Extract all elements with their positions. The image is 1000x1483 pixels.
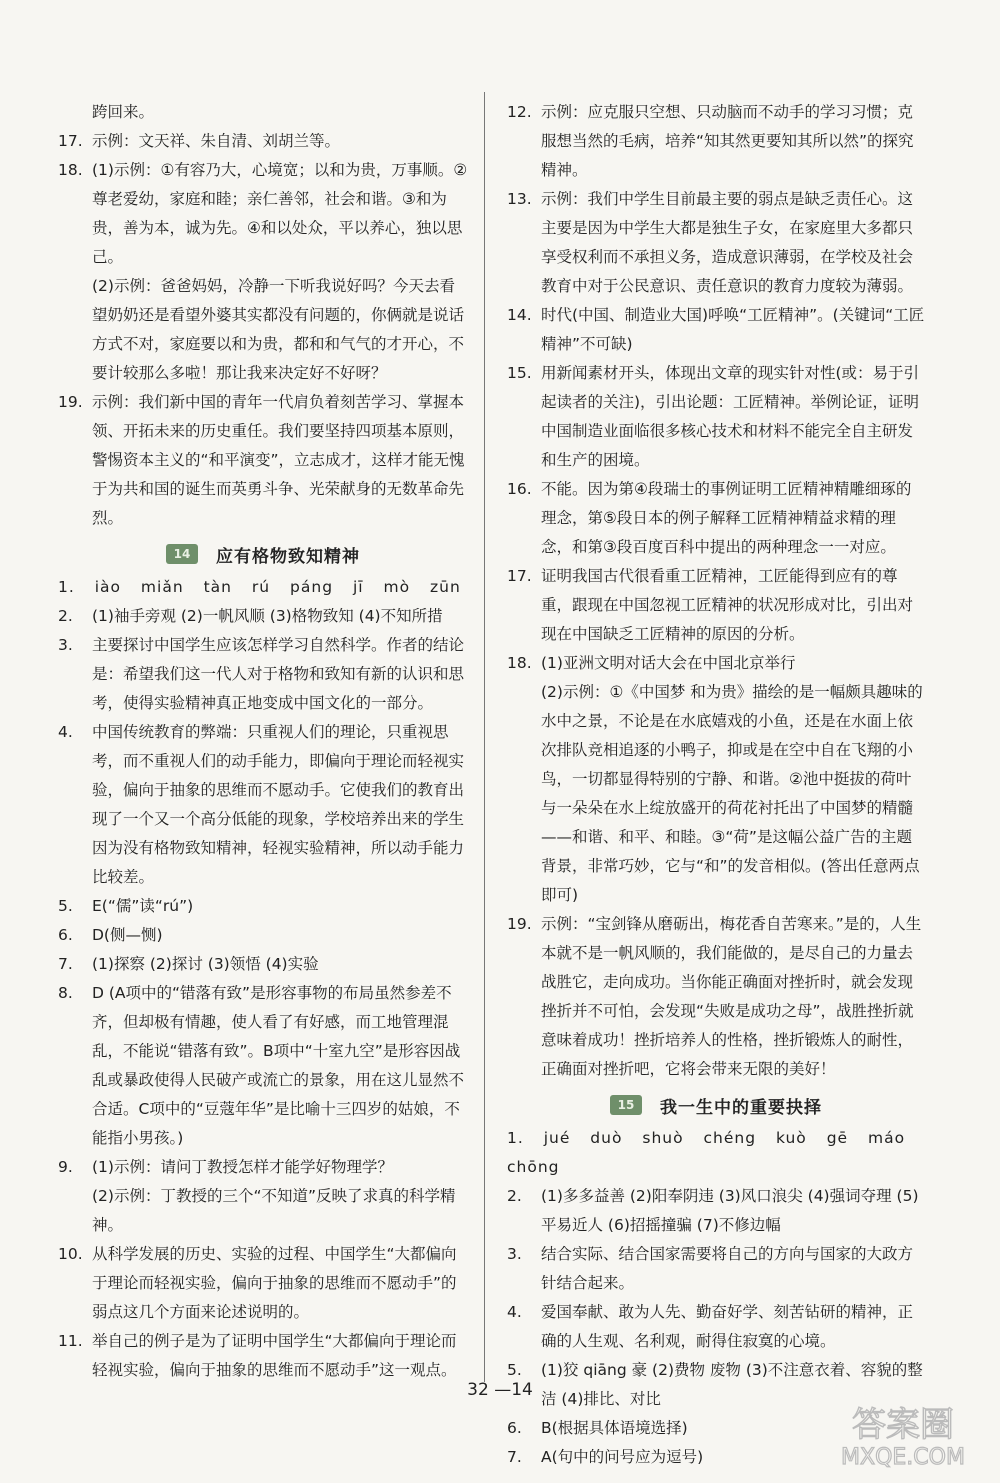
answer-text: (1)狡 qiāng 豪 (2)费物 废物 (3)不注意衣着、容貌的整洁 (4)排比、对比	[541, 1361, 923, 1408]
answer-text: 示例：我们新中国的青年一代肩负着刻苦学习、掌握本领、开拓未来的历史重任。我们要坚持四项基本原则，警惕资本主义的“和平演变”，立志成才，这样才能无愧于为共和国的诞生而英勇斗争、光荣献身的无数革命先烈。	[92, 393, 465, 527]
section-title: 应有格物致知精神	[216, 546, 360, 567]
answer-item	[58, 921, 468, 950]
answer-text: 主要探讨中国学生应该怎样学习自然科学。作者的结论是：希望我们这一代人对于格物和致知有新的认识和思考，使得实验精神真正地变成中国文化的一部分。	[92, 636, 465, 712]
answer-body	[541, 910, 925, 1084]
answer-list	[58, 127, 468, 533]
answer-number: 3.	[507, 1245, 522, 1263]
answer-text: (1)示例：①有容乃大，心境宽；以和为贵，万事顺。②尊老爱幼，家庭和睦；亲仁善邻，社会和谐。③和为贵，善为本，诚为先。④和以处众，平以养心，独以思己。	[92, 161, 468, 266]
answer-item	[507, 649, 925, 910]
answer-number: 18.	[507, 654, 532, 672]
answer-number: 18.	[58, 161, 83, 179]
answer-body	[92, 602, 468, 631]
answer-body	[92, 921, 468, 950]
answer-body	[92, 1153, 468, 1240]
answer-item	[507, 359, 925, 475]
answer-number: 6.	[58, 926, 73, 944]
answer-item	[507, 562, 925, 649]
answer-text: B(根据具体语境选择)	[541, 1419, 688, 1437]
section-number-badge: 15	[610, 1095, 642, 1115]
answer-list	[507, 98, 925, 1084]
answer-body	[92, 950, 468, 979]
answer-body	[541, 1298, 925, 1356]
answer-text: 示例：文天祥、朱自清、刘胡兰等。	[92, 132, 341, 150]
answer-text: 从科学发展的历史、实验的过程、中国学生“大都偏向于理论而轻视实验，偏向于抽象的思维而不愿动手”的弱点这几个方面来论述说明的。	[92, 1245, 457, 1321]
answer-item	[58, 1153, 468, 1240]
answer-body	[541, 475, 925, 562]
answer-item	[507, 1298, 925, 1356]
answer-body	[541, 359, 925, 475]
answer-item	[58, 388, 468, 533]
answer-number: 4.	[58, 723, 73, 741]
answer-item	[507, 910, 925, 1084]
answer-body	[541, 185, 925, 301]
right-column	[507, 98, 925, 1472]
answer-text: (2)示例：丁教授的三个“不知道”反映了求真的科学精神。	[92, 1187, 456, 1234]
watermark-logo	[818, 1398, 988, 1470]
pinyin-answer: 1. iào miǎn tàn rú páng jī mò zūn	[58, 578, 461, 596]
answer-number: 12.	[507, 103, 532, 121]
answer-text: 不能。因为第④段瑞士的事例证明工匠精神精雕细琢的理念，第⑤段日本的例子解释工匠精神精益求精的理念，和第③段百度百科中提出的两种理念一一对应。	[541, 480, 912, 556]
left-column	[58, 98, 468, 1385]
answer-number: 3.	[58, 636, 73, 654]
answer-text: (1)袖手旁观 (2)一帆风顺 (3)格物致知 (4)不知所措	[92, 607, 443, 625]
answer-text: 中国传统教育的弊端：只重视人们的理论，只重视思考，而不重视人们的动手能力，即偏向于理论而轻视实验，偏向于抽象的思维而不愿动手。它使我们的教育出现了一个又一个高分低能的现象，学校培养出来的学生因为没有格物致知精神，轻视实验精神，所以动手能力比较差。	[92, 723, 465, 886]
section-title: 我一生中的重要抉择	[660, 1097, 822, 1118]
answer-text: 示例：“宝剑锋从磨砺出，梅花香自苦寒来。”是的，人生本就不是一帆风顺的，我们能做的，是尽自己的力量去战胜它，走向成功。当你能正确面对挫折时，就会发现挫折并不可怕，会发现“失败是成功之母”，战胜挫折就意味着成功！挫折培养人的性格，挫折锻炼人的耐性，正确面对挫折吧，它将会带来无限的美好！	[541, 915, 922, 1078]
continuation-text: 跨回来。	[92, 103, 155, 121]
answer-text: (1)探察 (2)探讨 (3)领悟 (4)实验	[92, 955, 319, 973]
answer-body	[92, 718, 468, 892]
watermark-text: 答案圈	[852, 1405, 954, 1445]
answer-item	[58, 602, 468, 631]
section-header	[507, 1088, 925, 1122]
answer-text: 结合实际、结合国家需要将自己的方向与国家的大政方针结合起来。	[541, 1245, 914, 1292]
column-divider	[484, 92, 485, 1382]
answer-item	[507, 1182, 925, 1240]
answer-item	[58, 950, 468, 979]
answer-item	[507, 98, 925, 185]
section-header	[58, 537, 468, 571]
answer-text: A(句中的问号应为逗号)	[541, 1448, 704, 1466]
answer-number: 8.	[58, 984, 73, 1002]
answer-item	[507, 185, 925, 301]
watermark-url: MXQE.COM	[841, 1445, 965, 1470]
answer-text: (2)示例：①《中国梦 和为贵》描绘的是一幅颇具趣味的水中之景，不论是在水底嬉戏的小鱼，还是在水面上依次排队竞相追逐的小鸭子，抑或是在空中自在飞翔的小鸟，一切都显得特别的宁静、和谐。②池中挺拔的荷叶与一朵朵在水上绽放盛开的荷花衬托出了中国梦的精髓——和谐、和平、和睦。③“荷”是这幅公益广告的主题背景，非常巧妙，它与“和”的发音相似。(答出任意两点即可)	[541, 683, 923, 904]
answer-number: 16.	[507, 480, 532, 498]
answer-item	[58, 631, 468, 718]
pinyin-answer: 1. jué duò shuò chéng kuò gē máo chōng	[507, 1129, 906, 1176]
answer-number: 7.	[58, 955, 73, 973]
answer-item	[58, 127, 468, 156]
answer-number: 14.	[507, 306, 532, 324]
answer-text: 用新闻素材开头，体现出文章的现实针对性(或：易于引起读者的关注)，引出论题：工匠精神。举例论证，证明中国制造业面临很多核心技术和材料不能完全自主研发和生产的困境。	[541, 364, 920, 469]
answer-text: 证明我国古代很看重工匠精神，工匠能得到应有的尊重，跟现在中国忽视工匠精神的状况形成对比，引出对现在中国缺乏工匠精神的原因的分析。	[541, 567, 914, 643]
answer-item	[58, 156, 468, 388]
answer-list	[58, 602, 468, 1385]
answer-number: 9.	[58, 1158, 73, 1176]
answer-number: 7.	[507, 1448, 522, 1466]
answer-number: 19.	[507, 915, 532, 933]
answer-number: 2.	[58, 607, 73, 625]
answer-number: 15.	[507, 364, 532, 382]
section-number-badge: 14	[166, 544, 198, 564]
answer-item	[58, 979, 468, 1153]
answer-body	[541, 98, 925, 185]
answer-body	[92, 979, 468, 1153]
answer-body	[541, 1182, 925, 1240]
answer-body	[541, 1240, 925, 1298]
answer-text: D (A项中的“错落有致”是形容事物的布局虽然参差不齐，但却极有情趣，使人看了有好感，而工地管理混乱，不能说“错落有致”。B项中“十室九空”是形容因战乱或暴政使得人民破产或流亡的景象，用在这儿显然不合适。C项中的“豆蔻年华”是比喻十三四岁的姑娘，不能指小男孩。)	[92, 984, 465, 1147]
answer-text: 示例：我们中学生目前最主要的弱点是缺乏责任心。这主要是因为中学生大都是独生子女，在家庭里大多都只享受权利而不承担义务，造成意识薄弱，在学校及社会教育中对于公民意识、责任意识的教育力度较为薄弱。	[541, 190, 914, 295]
answer-number: 4.	[507, 1303, 522, 1321]
answer-text: 举自己的例子是为了证明中国学生“大都偏向于理论而轻视实验，偏向于抽象的思维而不愿动手”这一观点。	[92, 1332, 457, 1379]
answer-item	[58, 1327, 468, 1385]
answer-number: 5.	[58, 897, 73, 915]
answer-item	[58, 718, 468, 892]
answer-text: 时代(中国、制造业大国)呼唤“工匠精神”。(关键词“工匠精神”不可缺)	[541, 306, 925, 353]
answer-item	[507, 301, 925, 359]
answer-number: 5.	[507, 1361, 522, 1379]
answer-text: (1)亚洲文明对话大会在中国北京举行	[541, 654, 796, 672]
answer-body	[541, 562, 925, 649]
answer-text: (1)示例：请问丁教授怎样才能学好物理学？	[92, 1158, 393, 1176]
answer-number: 19.	[58, 393, 83, 411]
answer-number: 17.	[507, 567, 532, 585]
answer-number: 10.	[58, 1245, 83, 1263]
answer-body	[92, 156, 468, 388]
answer-text: (1)多多益善 (2)阳奉阴违 (3)风口浪尖 (4)强词夺理 (5)平易近人 (6)招摇撞骗 (7)不修边幅	[541, 1187, 919, 1234]
answer-body	[92, 1327, 468, 1385]
page-number: 32 —14	[467, 1380, 533, 1400]
answer-item	[58, 1240, 468, 1327]
answer-item	[507, 1240, 925, 1298]
answer-body	[92, 892, 468, 921]
answer-text: D(侧—恻)	[92, 926, 163, 944]
answer-text: 示例：应克服只空想、只动脑而不动手的学习习惯；克服想当然的毛病，培养“知其然更要知其所以然”的探究精神。	[541, 103, 914, 179]
answer-item	[507, 475, 925, 562]
answer-number: 17.	[58, 132, 83, 150]
answer-body	[92, 631, 468, 718]
answer-body	[92, 1240, 468, 1327]
answer-body	[92, 127, 468, 156]
answer-number: 13.	[507, 190, 532, 208]
answer-number: 6.	[507, 1419, 522, 1437]
answer-item	[58, 892, 468, 921]
answer-text: (2)示例：爸爸妈妈，冷静一下听我说好吗？今天去看望奶奶还是看望外婆其实都没有问题的，你俩就是说话方式不对，家庭要以和为贵，都和和气气的才开心，不要计较那么多啦！那让我来决定好不好呀？	[92, 277, 465, 382]
answer-number: 11.	[58, 1332, 83, 1350]
answer-body	[541, 301, 925, 359]
answer-text: E(“儒”读“rú”)	[92, 897, 194, 915]
answer-body	[92, 388, 468, 533]
answer-number: 2.	[507, 1187, 522, 1205]
answer-body	[541, 649, 925, 910]
answer-text: 爱国奉献、敢为人先、勤奋好学、刻苦钻研的精神，正确的人生观、名利观，耐得住寂寞的心境。	[541, 1303, 914, 1350]
